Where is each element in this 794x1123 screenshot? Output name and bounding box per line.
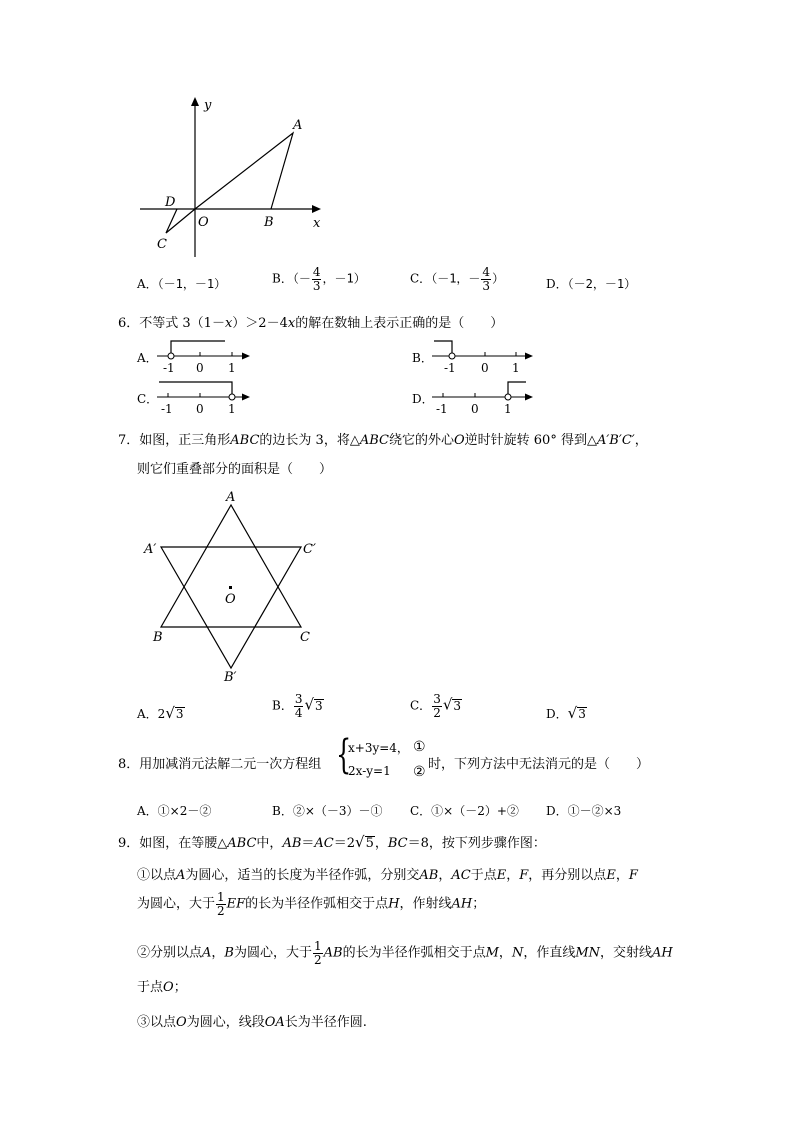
label-b: B [264,215,274,230]
q5-option-b-num: 4 [312,265,321,279]
q9-s1b-den: 2 [217,903,225,918]
q9-s2-b: A [202,945,212,961]
q9-s2-i: ， [498,945,512,961]
q9-s1b-a: 为圆心，大于 [137,896,216,912]
q9-step2-line2 [137,976,187,995]
q6-number-line-c [155,378,255,418]
q7-option-b-den: 4 [294,705,303,720]
q6-c-tick-one: 1 [228,402,236,416]
q6-stem [118,312,503,331]
q7-label-o: O [225,592,236,607]
q9-s1-j: F [519,868,529,883]
q6-number-line-a [155,337,255,377]
q9-l1-g: ＝2 [333,836,356,851]
y-axis-arrow [191,97,199,106]
q9-step2-line1 [137,940,673,966]
q9-s3-c: 为圆心，线段 [186,1015,265,1030]
q9-s1-i: ， [506,868,520,883]
q7-option-b[interactable] [272,693,324,719]
q7-option-a-rad: 3 [175,707,184,721]
q9-s1b-e: ，作射线 [399,896,452,912]
q9-s1b-d: H [388,896,400,912]
q7-option-d-letter: D． [546,707,568,721]
q9-s2b-c: ； [173,980,187,995]
q7-option-c-num: 3 [433,692,441,706]
q9-s2-l: MN [575,945,601,961]
q5-option-b-letter: B． [272,271,293,286]
q6-b-tick-neg1: -1 [444,361,456,375]
q9-l1-j: ＝8，按下列步骤作图： [407,836,546,851]
q9-s2-j: N [511,945,524,961]
q9-l1-h: ， [374,836,388,851]
q7-option-a-letter: A． [137,707,158,721]
q6-a-tick-neg1: -1 [163,361,175,375]
q7-option-c[interactable] [410,693,462,719]
q9-s3-b: O [176,1015,187,1030]
q7-option-b-num: 3 [294,692,303,706]
q9-s3-d: OA [264,1015,285,1030]
q6-c-tick-zero: 0 [196,402,204,416]
q7-l1-e: 绕它的外心 [388,433,454,448]
q7-label-c1: C′ [303,542,316,557]
q9-s2-fraction [313,940,323,966]
q7-option-d-rad: 3 [578,707,586,721]
q5-option-c-den: 3 [482,278,491,293]
triangle-a1b1c1 [161,547,301,668]
q5-option-b-pre: （－ [292,271,311,286]
q9-s1-g: 于点 [470,868,497,883]
q5-option-a[interactable] [137,275,226,292]
q6-c-tick-neg1: -1 [161,402,173,416]
label-a: A [293,118,303,133]
q9-s1-f: AC [451,868,471,883]
q6-option-b-letter[interactable]: B． [412,351,433,365]
q9-s1-b: A [176,868,186,883]
label-d: D [165,195,176,210]
q5-coordinate-figure [135,95,335,265]
q6-option-c-letter[interactable]: C． [137,392,159,406]
q7-l1-b: ABC [230,433,260,448]
q6-d-tick-neg1: -1 [436,402,448,416]
q8-option-a[interactable]: A．①×2－② [137,804,212,818]
q9-s1-m: ， [615,868,629,883]
q9-s2-g: 的长为半径作弧相交于点 [342,945,486,961]
q7-l1-f: O [453,433,465,448]
q5-option-d-text: （－2，－1） [567,277,637,291]
q8-stem-suffix: 时，下列方法中无法消元的是（ ） [428,757,650,772]
q9-l1-f: AC [314,836,334,851]
q9-step1-line2 [137,891,485,917]
q9-s1-c: 为圆心，适当的长度为半径作弧，分别交 [185,868,420,883]
q9-s1b-g: ； [472,896,486,912]
q7-label-b: B [153,630,163,645]
q9-l1-d: AB [282,836,302,851]
q9-s1-n: F [628,868,638,883]
q9-s2-e: 为圆心，大于 [233,945,312,961]
q9-l1-a: 9．如图，在等腰△ [118,836,228,851]
q6-b-tick-one: 1 [512,361,520,375]
q9-step3-line [137,1011,367,1030]
q7-l1-a: 7．如图，正三角形 [118,433,231,448]
q7-option-b-fraction [294,693,304,719]
q5-option-c-num: 4 [482,265,491,279]
q5-option-b-fraction [312,266,322,292]
q7-label-c: C [300,630,310,645]
q7-option-d-sqrt-icon: √ [567,704,578,722]
q9-s1-h: E [496,868,507,883]
q9-s2-f: AB [323,945,343,961]
q9-l1-rad: 5 [365,836,374,851]
q9-s2-k: ，作直线 [523,945,576,961]
x-axis-arrow [312,205,321,213]
q9-s2-n: AH [652,945,673,961]
q9-l1-c: 中， [256,836,283,851]
q5-option-d[interactable] [546,275,636,292]
q9-s2-num: 1 [314,939,322,953]
q7-l1-h: A′B′C′ [596,433,635,448]
q7-option-c-rad: 3 [453,698,462,713]
q8-option-d[interactable]: D．①－②×3 [546,804,622,818]
q6-mid: ）＞2－4 [232,316,288,331]
q5-option-b-den: 3 [312,278,321,293]
triangle-oab [195,133,293,209]
q5-option-b-post: ，－1） [322,271,366,286]
q8-brace-icon: { [336,732,352,778]
q9-s3-e: 长为半径作圆. [284,1015,367,1030]
q6-number-line-d [430,378,540,418]
segment-o-c-d [166,209,195,233]
q9-s2-d: B [224,945,234,961]
q9-l1-b: ABC [227,836,257,851]
q6-a-tick-one: 1 [228,361,236,375]
center-point-o [229,586,232,589]
q7-label-a: A [226,490,236,505]
q5-option-c-pre: （－1，－ [431,271,481,286]
q9-s1b-fraction [216,891,226,917]
q8-stem-prefix: 8．用加减消元法解二元一次方程组 [118,757,322,772]
q7-label-a1: A′ [144,542,157,557]
q7-l1-g: 逆时针旋转 60° 得到△ [464,433,597,448]
q9-s1b-num: 1 [217,890,225,904]
q6-a-tick-zero: 0 [196,361,204,375]
q7-option-c-den: 2 [433,705,441,720]
q6-suffix: 的解在数轴上表示正确的是（ ） [295,316,504,331]
triangle-abc [161,505,301,627]
q5-option-c-letter: C． [410,271,432,286]
q7-option-b-rad: 3 [315,698,323,713]
q7-stem-line2 [137,458,332,477]
label-x: x [313,216,321,231]
q6-b-tick-zero: 0 [481,361,489,375]
q6-d-tick-zero: 0 [471,402,479,416]
q8-option-c[interactable]: C．①×（－2）+② [410,804,519,818]
q7-option-b-letter: B． [272,698,293,713]
q9-s1b-b: EF [226,896,246,912]
q9-s2-h: M [485,945,499,961]
q9-s2-a: ②分别以点 [137,945,203,961]
q9-s2b-b: O [163,980,174,995]
q6-var: x [224,316,233,331]
q9-s1-l: E [606,868,616,883]
q6-number-line-b [430,337,540,377]
q6-d-tick-one: 1 [504,402,512,416]
q7-option-c-fraction [432,693,442,719]
q6-prefix: 6．不等式 3（1－ [118,316,225,331]
q7-l1-i: ， [634,433,648,448]
q9-s1-e: ， [438,868,452,883]
q9-stem-line1 [118,832,546,851]
q5-option-d-letter: D． [546,277,568,291]
q9-s2-c: ， [211,945,225,961]
q9-s1b-c: 的长为半径作弧相交于点 [245,896,389,912]
q8-mark-2: ② [413,764,426,780]
q5-option-c-post: ） [492,271,505,286]
q7-option-a-coef: 2 [157,707,166,721]
q7-l2: 则它们重叠部分的面积是（ ） [137,462,333,477]
q8-equation-1 [348,739,409,756]
q7-option-a[interactable] [137,704,185,722]
q9-s1-k: ，再分别以点 [528,868,607,883]
q7-stem-line1 [118,429,648,448]
q9-sqrt-icon: √ [355,833,365,851]
q5-option-b[interactable] [272,266,366,292]
q6-option-a-letter[interactable]: A． [137,351,158,365]
q9-step1-line1 [137,864,638,883]
q7-option-c-letter: C． [410,698,432,713]
q8-eq2: 2x-y=1 [348,764,391,778]
q6-option-d-letter[interactable]: D． [412,392,434,406]
q5-option-a-letter: A． [137,277,158,291]
q9-s1-a: ①以点 [137,868,177,883]
q8-option-b[interactable]: B．②×（－3）－① [272,804,383,818]
q7-star-figure [135,485,335,685]
q5-option-c-fraction [481,266,491,292]
label-o: O [198,215,209,230]
q7-option-b-sqrt-icon: √ [304,695,315,714]
q7-l1-c: 的边长为 3，将△ [259,433,360,448]
q9-s2-m: ，交射线 [600,945,653,961]
q8-eq1: x+3y=4， [348,741,409,755]
q7-option-a-sqrt-icon: √ [165,704,175,722]
q9-l1-i: BC [387,836,408,851]
q9-l1-e: ＝ [301,836,315,851]
q8-mark-1: ① [413,739,426,755]
q5-option-c[interactable] [410,266,504,292]
q5-option-a-text: （－1，－1） [157,277,227,291]
q9-s1b-f: AH [451,896,473,912]
q9-s2-den: 2 [314,952,322,967]
q6-var2: x [287,316,296,331]
label-c: C [157,237,167,252]
q9-s1-d: AB [419,868,439,883]
q7-option-c-sqrt-icon: √ [442,695,453,714]
q8-equation-2 [348,764,391,778]
q9-s3-a: ③以点 [137,1015,177,1030]
q9-s2b-a: 于点 [137,980,164,995]
label-y: y [204,98,212,113]
q7-option-d[interactable] [546,704,587,722]
q7-l1-d: ABC [359,433,389,448]
q7-label-b1: B′ [224,670,237,685]
